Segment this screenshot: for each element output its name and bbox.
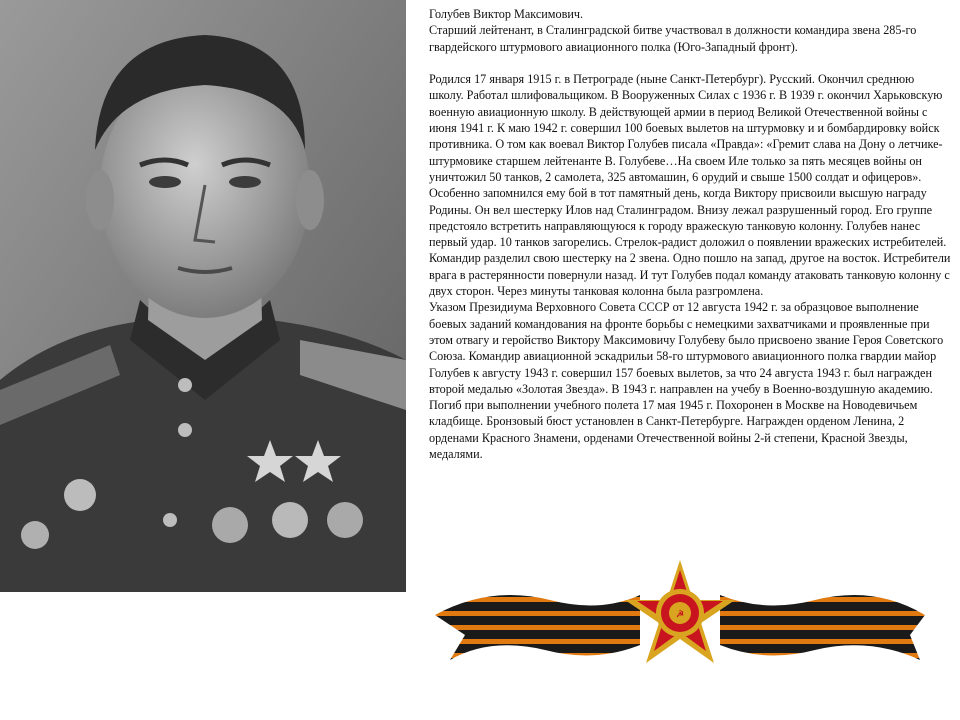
biography-text: [429, 6, 951, 462]
ribbon-illustration: [430, 555, 930, 670]
bio-paragraph-1: Родился 17 января 1915 г. в Петрограде (ныне Санкт-Петербург). Русский. Окончил среднюю школу. Работал шлифовальщиком. В Вооруженных Силах с 1936 г. В 1939 г. окончил Харьковскую военную авиационную школу. В действующей армии в период Великой Отечественной войны с июня 1941 г. К маю 1942 г. совершил 100 боевых вылетов на штурмовку и и бомбардировку войск противника. О том как воевал Виктор Голубев писала «Правда»: «Гремит слава на Дону о летчике-штурмовике старшем лейтенанте В. Голубеве…На своем Иле только за пять месяцев войны он уничтожил 50 танков, 2 самолета, 325 автомашин, 6 орудий и свыше 1500 солдат и офицеров». Особенно запомнился ему бой в тот памятный день, когда Виктору присвоили высшую награду Родины. Он вел шестерку Илов над Сталинградом. Внизу лежал разрушенный город. Его группе предстояло встретить направляющуюся к городу вражескую танковую колонну. Голубев нанес первый удар. 10 танков загорелись. Стрелок-радист доложил о появлении вражеских истребителей. Командир разделил свою шестерку на 2 звена. Одно пошло на запад, другое на восток. Истребители врага в растерянности повернули назад. И тут Голубев подал команду атаковать танковую колонну с двух сторон. Через минуты танковая колонна была разгромлена.: [429, 72, 951, 299]
portrait-photo: [0, 0, 406, 592]
portrait-illustration: [0, 0, 406, 592]
order-star-icon: [625, 560, 735, 663]
bio-paragraph-2: Указом Президиума Верховного Совета СССР от 12 августа 1942 г. за образцовое выполнение боевых заданий командования на фронте борьбы с немецкими захватчиками и проявленные при этом отвагу и геройство Виктору Максимовичу Голубеву было присвоено звание Героя Советского Союза. Командир авиационной эскадрильи 58-го штурмового авиационного полка гвардии майор Голубев к августу 1943 г. совершил 157 боевых вылетов, за что 24 августа 1943 г. был награжден второй медалью «Золотая Звезда». В 1943 г. направлен на учебу в Военно-воздушную академию. Погиб при выполнении учебного полета 17 мая 1945 г. Похоронен в Москве на Новодевичьем кладбище. Бронзовый бюст установлен в Санкт-Петербурге. Награжден орденом Ленина, 2 орденами Красного Знамени, орденами Отечественной войны 2-й степени, Красной Звезды, медалями.: [429, 300, 944, 462]
ribbon-right: [720, 595, 925, 660]
paragraph-gap: [429, 55, 951, 71]
st-george-ribbon-emblem: [430, 555, 930, 670]
bio-role: Старший лейтенант, в Сталинградской битве участвовал в должности командира звена 285-го гвардейского штурмового авиационного полка (Юго-Западный фронт).: [429, 23, 917, 54]
bio-name: Голубев Виктор Максимович.: [429, 7, 584, 21]
ribbon-left: [435, 595, 640, 660]
svg-text:☭: ☭: [675, 609, 685, 619]
